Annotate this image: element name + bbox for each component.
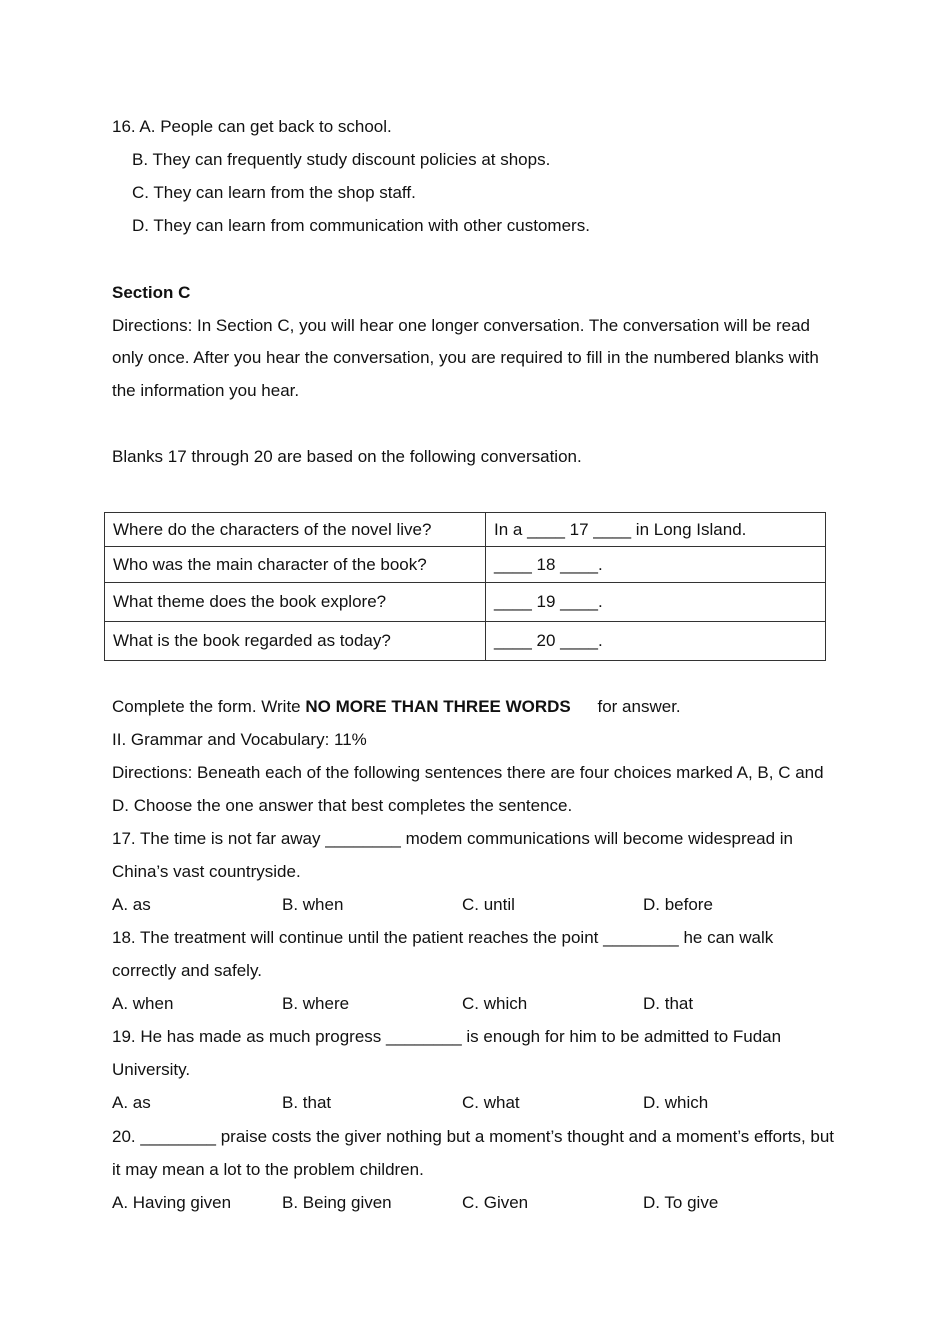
form-answer: In a ____ 17 ____ in Long Island. <box>486 513 826 547</box>
form-instruction-bold: NO MORE THAN THREE WORDS <box>305 697 571 716</box>
table-row <box>105 583 826 622</box>
question-text: it may mean a lot to the problem children. <box>112 1160 424 1179</box>
q16-option-c: C. They can learn from the shop staff. <box>132 183 416 202</box>
option-d: D. before <box>643 895 713 914</box>
section-c-directions-line: the information you hear. <box>112 381 300 400</box>
option-a: A. as <box>112 895 151 914</box>
part-2-directions-line: D. Choose the one answer that best completes the sentence. <box>112 796 573 815</box>
option-c: C. until <box>462 895 515 914</box>
table-row <box>105 622 826 661</box>
question-text: 17. The time is not far away ________ modem communications will become widespread in <box>112 829 793 848</box>
form-answer: ____ 18 ____. <box>486 547 826 583</box>
option-a: A. Having given <box>112 1193 232 1212</box>
option-c: C. what <box>462 1093 520 1112</box>
option-d: D. To give <box>643 1193 719 1212</box>
q16-option-b: B. They can frequently study discount policies at shops. <box>132 150 551 169</box>
form-question: What theme does the book explore? <box>105 583 486 622</box>
form-instruction-pre: Complete the form. Write <box>112 697 301 716</box>
option-d: D. that <box>643 994 694 1013</box>
form-answer: ____ 19 ____. <box>486 583 826 622</box>
section-c-title: Section C <box>112 283 191 302</box>
form-question: Where do the characters of the novel live? <box>105 513 486 547</box>
section-c-directions-line: only once. After you hear the conversation, you are required to fill in the numbered blanks with <box>112 348 819 367</box>
section-c-intro: Blanks 17 through 20 are based on the following conversation. <box>112 447 582 466</box>
section-c-directions-line: Directions: In Section C, you will hear one longer conversation. The conversation will be read <box>112 316 810 335</box>
option-b: B. when <box>282 895 344 914</box>
question-text: 20. ________ praise costs the giver nothing but a moment’s thought and a moment’s efforts, but <box>112 1127 835 1146</box>
option-b: B. that <box>282 1093 332 1112</box>
part-2-title: II. Grammar and Vocabulary: 11% <box>112 730 367 749</box>
form-question: Who was the main character of the book? <box>105 547 486 583</box>
form-answer: ____ 20 ____. <box>486 622 826 661</box>
option-b: B. Being given <box>282 1193 392 1212</box>
answer-form-table <box>104 512 826 661</box>
part-2-directions-line: Directions: Beneath each of the following sentences there are four choices marked A, B, C and <box>112 763 824 782</box>
option-d: D. which <box>643 1093 709 1112</box>
option-a: A. when <box>112 994 174 1013</box>
option-b: B. where <box>282 994 350 1013</box>
question-text: correctly and safely. <box>112 961 262 980</box>
question-text: 19. He has made as much progress ________ is enough for him to be admitted to Fudan <box>112 1027 782 1046</box>
option-c: C. which <box>462 994 528 1013</box>
question-text: China’s vast countryside. <box>112 862 301 881</box>
table-row <box>105 547 826 583</box>
table-row <box>105 513 826 547</box>
question-text: University. <box>112 1060 191 1079</box>
option-a: A. as <box>112 1093 151 1112</box>
question-text: 18. The treatment will continue until the patient reaches the point ________ he can walk <box>112 928 774 947</box>
form-instruction-post: for answer. <box>597 697 681 716</box>
q16-stem: 16. A. People can get back to school. <box>112 117 392 136</box>
option-c: C. Given <box>462 1193 529 1212</box>
q16-option-d: D. They can learn from communication with other customers. <box>132 216 590 235</box>
form-question: What is the book regarded as today? <box>105 622 486 661</box>
form-instruction <box>112 697 681 717</box>
